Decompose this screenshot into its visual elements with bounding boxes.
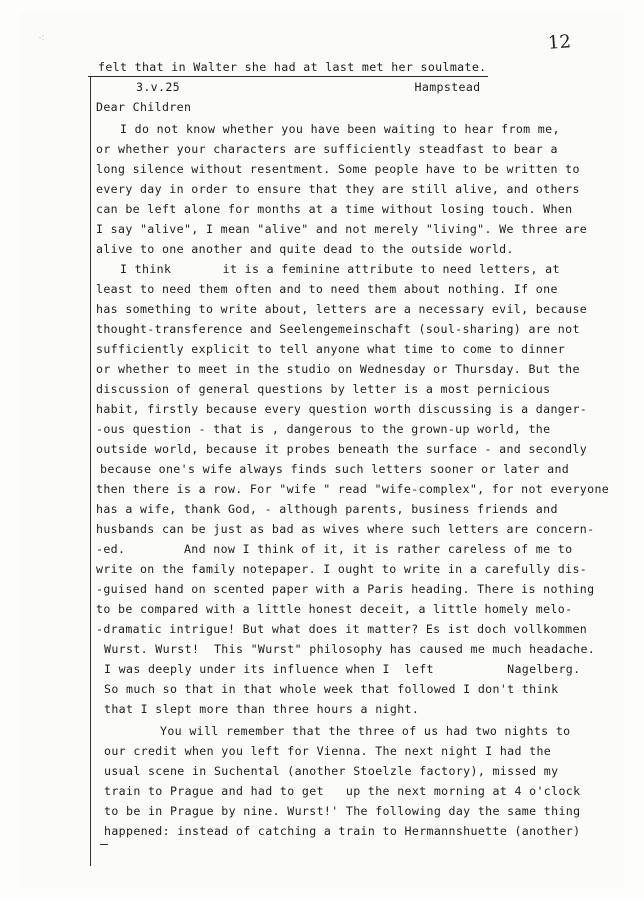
- text-line-18: outside world, because it probes beneath the surface - and secondly: [96, 442, 588, 456]
- text-line-28: Wurst. Wurst! This "Wurst" philosophy has caused me much headache.: [104, 642, 596, 656]
- margin-line: [90, 76, 91, 866]
- text-line-15: discussion of general questions by letter is a most pernicious: [96, 382, 551, 396]
- text-line-11: has something to write about, letters are a necessary evil, because: [96, 302, 588, 316]
- corner-smudge: ⁖: [38, 31, 46, 45]
- text-line-16: habit, firstly because every question worth discussing is a danger-: [96, 402, 588, 416]
- text-line-4: long silence without resentment. Some people have to be written to: [96, 162, 580, 176]
- text-line-29: I was deeply under its influence when I left Nagelberg.: [104, 662, 581, 676]
- letter-date-place: 3.v.25 Hampstead: [136, 80, 481, 94]
- text-line-31: that I slept more than three hours a night.: [104, 702, 420, 716]
- text-line-3: or whether your characters are sufficiently steadfast to bear a: [96, 142, 558, 156]
- text-line-7: I say "alive", I mean "alive" and not merely "living". We three are: [96, 222, 588, 236]
- text-line-17: -ous question - that is , dangerous to the grown-up world, the: [96, 422, 551, 436]
- text-line-30: So much so that in that whole week that followed I don't think: [104, 682, 559, 696]
- text-line-1: felt that in Walter she had at last met her soulmate.: [98, 60, 487, 74]
- text-line-23: -ed. And now I think of it, it is rather careless of me to: [96, 542, 573, 556]
- text-line-26: to be compared with a little honest deceit, a little homely melo-: [96, 602, 573, 616]
- top-rule: [88, 76, 488, 77]
- text-line-2: I do not know whether you have been waiting to hear from me,: [120, 122, 560, 136]
- margin-dash: [100, 844, 108, 845]
- salutation: Dear Children: [96, 100, 192, 114]
- text-line-19: because one's wife always finds such letters sooner or later and: [100, 462, 570, 476]
- text-line-34: usual scene in Suchental (another Stoelzle factory), missed my: [104, 764, 559, 778]
- text-line-21: has a wife, thank God, - although parents, business friends and: [96, 502, 558, 516]
- text-line-33: our credit when you left for Vienna. The next night I had the: [104, 744, 552, 758]
- text-line-27: -dramatic intrigue! But what does it matter? Es ist doch vollkommen: [96, 622, 588, 636]
- text-line-25: -guised hand on scented paper with a Paris heading. There is nothing: [96, 582, 595, 596]
- text-line-10: least to need them often and to need them about nothing. If one: [96, 282, 558, 296]
- text-line-12: thought-transference and Seelengemeinschaft (soul-sharing) are not: [96, 322, 580, 336]
- text-line-14: or whether to meet in the studio on Wednesday or Thursday. But the: [96, 362, 580, 376]
- text-line-22: husbands can be just as bad as wives where such letters are concern-: [96, 522, 595, 536]
- text-line-35: train to Prague and had to get up the next morning at 4 o'clock: [104, 784, 581, 798]
- text-line-37: happened: instead of catching a train to Hermannshuette (another): [104, 824, 581, 838]
- text-line-8: alive to one another and quite dead to the outside world.: [96, 242, 514, 256]
- text-line-24: write on the family notepaper. I ought to write in a carefully dis-: [96, 562, 588, 576]
- text-line-36: to be in Prague by nine. Wurst!' The following day the same thing: [104, 804, 581, 818]
- text-line-13: sufficiently explicit to tell anyone what time to come to dinner: [96, 342, 566, 356]
- text-line-6: can be left alone for months at a time without losing touch. When: [96, 202, 573, 216]
- text-line-5: every day in order to ensure that they are still alive, and others: [96, 182, 580, 196]
- text-line-20: then there is a row. For "wife " read "wife-complex", for not everyone: [96, 482, 610, 496]
- page-number: 12: [547, 31, 572, 54]
- text-line-9: I think it is a feminine attribute to need letters, at: [120, 262, 560, 276]
- text-line-32: You will remember that the three of us had two nights to: [160, 724, 571, 738]
